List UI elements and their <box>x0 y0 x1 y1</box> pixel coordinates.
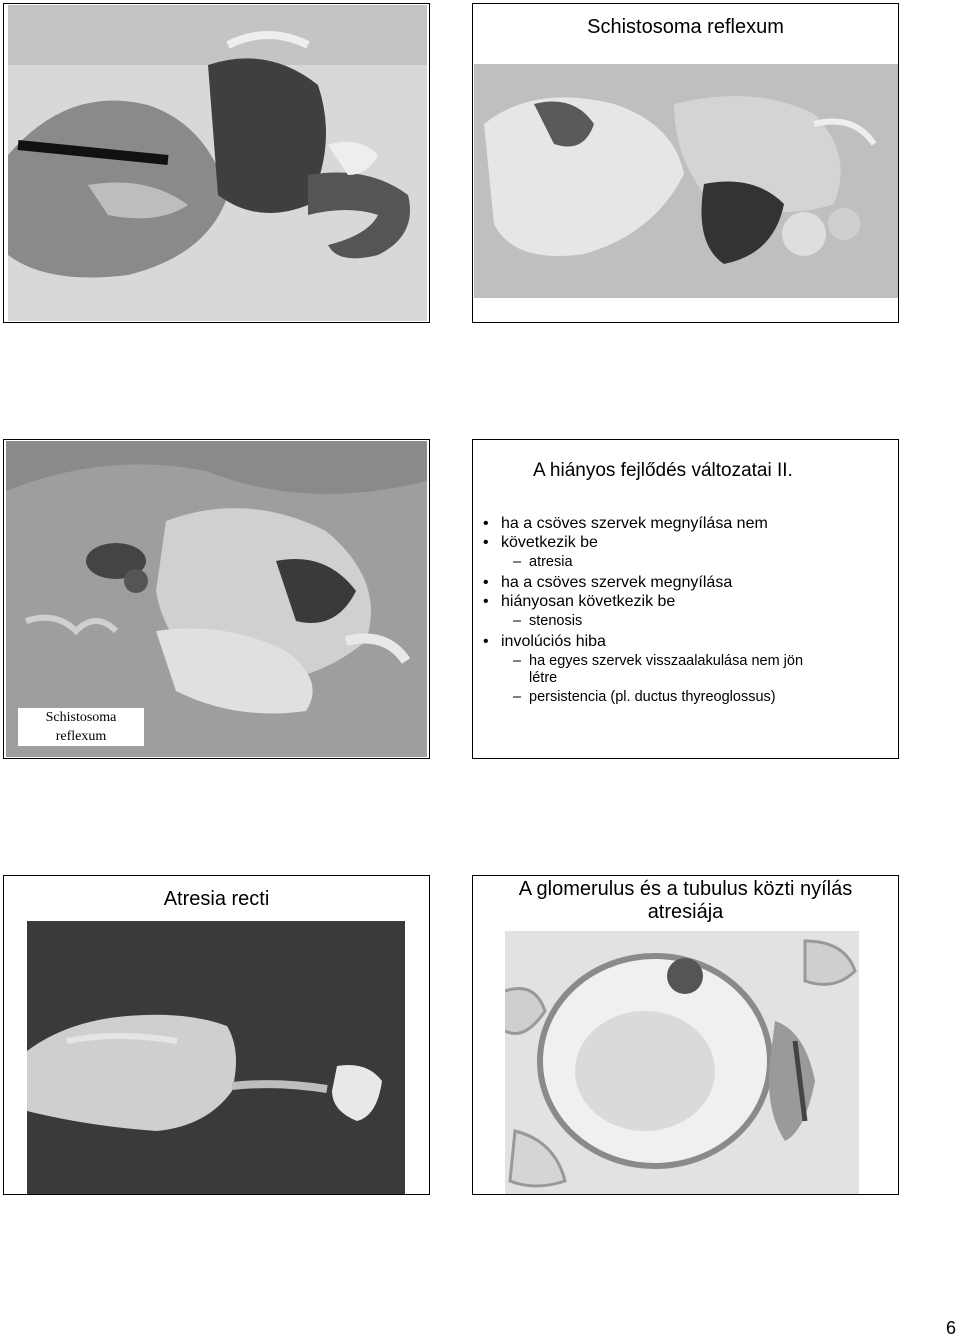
sub-bullet-item: – atresia <box>513 554 573 570</box>
page-number: 6 <box>945 1318 956 1338</box>
sub-bullet-continuation <box>483 670 883 687</box>
specimen-photo <box>27 921 405 1195</box>
bullet-continuation <box>483 533 883 552</box>
sub-bullet-item: – ha egyes szervek visszaalakulása nem jön <box>513 653 804 669</box>
bullet-text: stenosis <box>529 613 583 629</box>
bullet-item <box>483 632 883 651</box>
sub-bullet-item: – stenosis <box>513 613 583 629</box>
bullet-text: létre <box>529 670 558 686</box>
slide-6 <box>472 875 899 1195</box>
bullet-text: persistencia (pl. ductus thyreoglossus) <box>529 689 776 705</box>
caption-line: Schistosoma <box>45 710 117 725</box>
bullet-text: ha a csöves szervek megnyílása <box>501 574 733 591</box>
bullet-text: atresia <box>529 554 573 570</box>
title-line: A glomerulus és a tubulus közti nyílás <box>518 878 853 900</box>
slide-title: A hiányos fejlődés változatai II. <box>533 460 793 481</box>
photo-caption <box>18 708 144 746</box>
histology-photo <box>505 931 859 1195</box>
slide-5 <box>3 875 430 1195</box>
sub-bullet-item: – persistencia (pl. ductus thyreoglossus) <box>513 689 776 705</box>
specimen-photo <box>474 64 898 298</box>
bullet-item <box>483 514 883 533</box>
slide-title <box>473 878 898 924</box>
slide-1 <box>3 3 430 323</box>
title-line: atresiája <box>647 901 724 923</box>
slide-3 <box>3 439 430 759</box>
bullet-continuation <box>483 592 883 611</box>
specimen-photo <box>8 5 427 321</box>
caption-line: reflexum <box>55 729 107 744</box>
bullet-text: következik be <box>501 534 598 551</box>
bullet-list <box>483 512 883 706</box>
bullet-text: hiányosan következik be <box>501 593 676 610</box>
bullet-text: involúciós hiba <box>501 633 606 650</box>
slide-4 <box>472 439 899 759</box>
bullet-text: ha a csöves szervek megnyílása nem <box>501 515 768 532</box>
bullet-item <box>483 573 883 592</box>
slide-title: Atresia recti <box>163 888 270 910</box>
bullet-text: ha egyes szervek visszaalakulása nem jön <box>529 653 804 669</box>
slide-2 <box>472 3 899 323</box>
slide-title: Schistosoma reflexum <box>587 16 784 38</box>
